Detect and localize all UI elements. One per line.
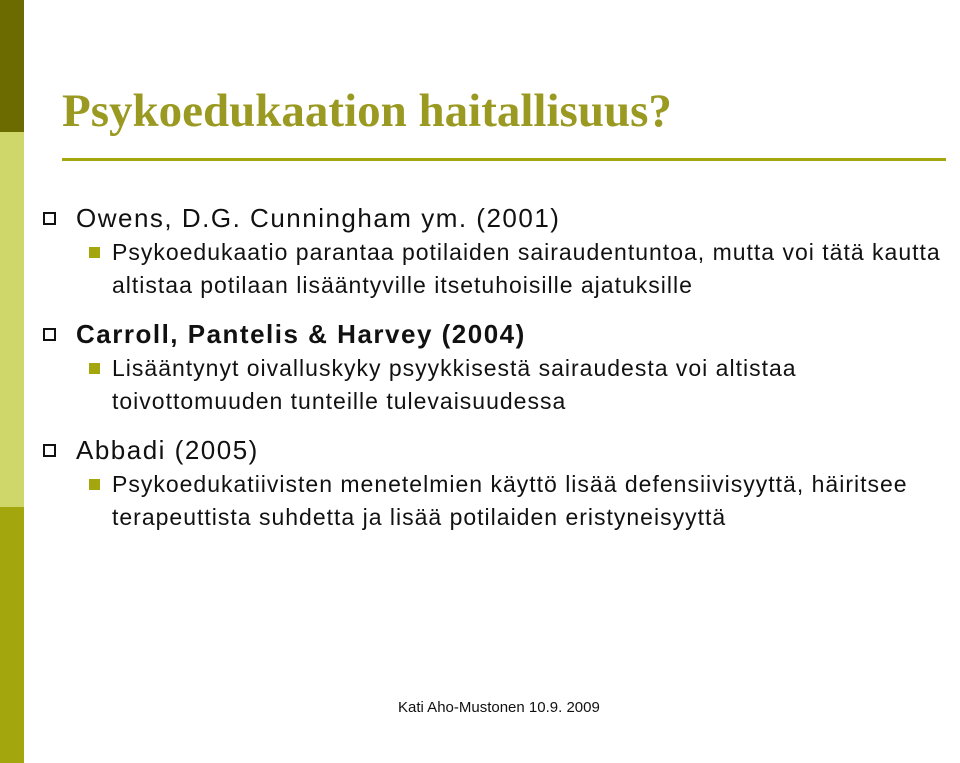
section-heading <box>40 432 955 468</box>
section-abbadi <box>40 432 955 534</box>
section-heading-text: Carroll, Pantelis & Harvey (2004) <box>76 319 526 349</box>
slide-title: Psykoedukaation haitallisuus? <box>62 85 672 137</box>
filled-square-icon <box>89 363 100 374</box>
side-bar-light-segment <box>0 132 24 507</box>
slide-footer: Kati Aho-Mustonen 10.9. 2009 <box>398 699 600 716</box>
side-bar-dark-segment <box>0 0 24 132</box>
section-carroll <box>40 316 955 418</box>
section-heading-text: Abbadi (2005) <box>76 435 259 465</box>
section-heading <box>40 316 955 352</box>
section-point <box>112 468 955 534</box>
hollow-square-icon <box>43 212 56 225</box>
section-point-text: Lisääntynyt oivalluskyky psyykkisestä sairaudesta voi altistaa toivottomuuden tunteille tulevaisuudessa <box>112 355 797 414</box>
title-underline <box>62 158 946 161</box>
section-point-text: Psykoedukatiivisten menetelmien käyttö lisää defensiivisyyttä, häiritsee terapeuttista suhdetta ja lisää potilaiden eristyneisyyttä <box>112 471 908 530</box>
section-point <box>112 236 955 302</box>
filled-square-icon <box>89 247 100 258</box>
hollow-square-icon <box>43 328 56 341</box>
section-point <box>112 352 955 418</box>
section-owens <box>40 200 955 302</box>
section-heading-text: Owens, D.G. Cunningham ym. (2001) <box>76 203 561 233</box>
section-point-text: Psykoedukaatio parantaa potilaiden sairaudentuntoa, mutta voi tätä kautta altistaa potilaan lisääntyville itsetuhoisille ajatuksille <box>112 239 941 298</box>
section-heading <box>40 200 955 236</box>
slide-content <box>40 200 955 548</box>
side-decoration-bar <box>0 0 24 763</box>
filled-square-icon <box>89 479 100 490</box>
hollow-square-icon <box>43 444 56 457</box>
side-bar-mid-segment <box>0 507 24 763</box>
